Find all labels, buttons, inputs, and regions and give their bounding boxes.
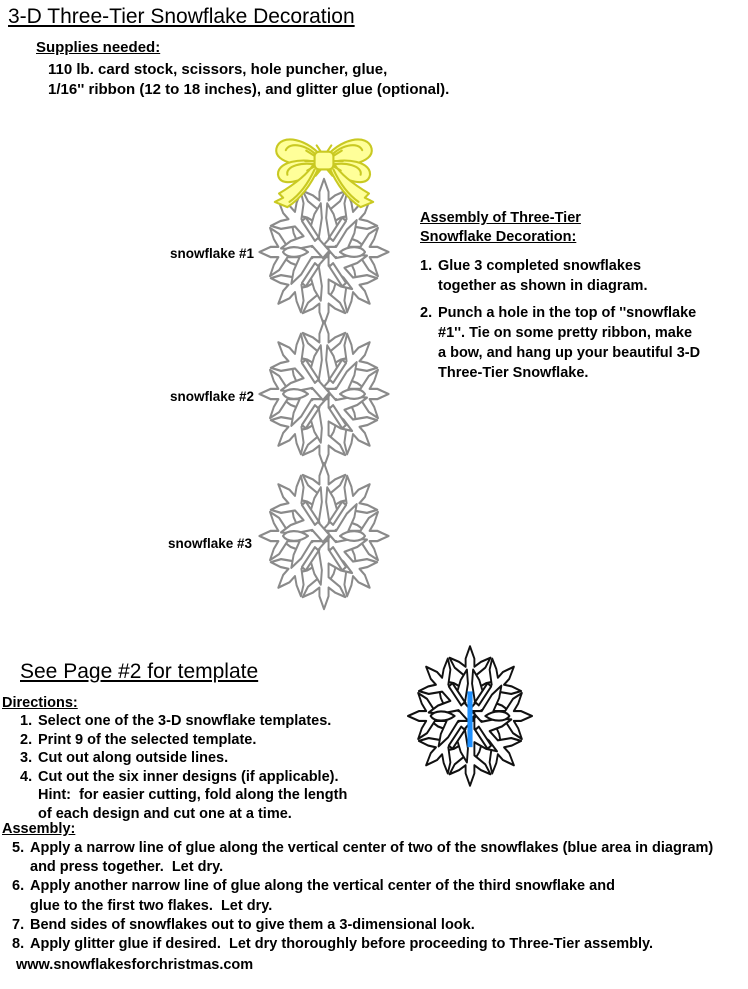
step-number: 5. <box>12 840 25 856</box>
step-text: Apply glitter glue if desired. Let dry thoroughly before proceeding to Three-Tier assembly. <box>30 936 654 953</box>
supplies-line: 1/16'' ribbon (12 to 18 inches), and glitter glue (optional). <box>48 81 450 98</box>
snowflake-2-label: snowflake #2 <box>170 389 255 404</box>
step-text: Apply another narrow line of glue along the vertical center of the third snowflake and glue to the first two flakes. Let dry. <box>30 878 615 914</box>
supplies-heading: Supplies needed: <box>36 39 161 56</box>
directions-step-3 <box>20 749 347 768</box>
step-text: Cut out along outside lines. <box>38 750 229 767</box>
assembly-step-5 <box>12 839 713 877</box>
step-number: 6. <box>12 878 25 895</box>
hint-line: Hint: for easier cutting, fold along the length <box>38 787 348 804</box>
step-text: Bend sides of snowflakes out to give them a 3-dimensional look. <box>30 916 475 933</box>
directions-step-1 <box>20 712 347 731</box>
snowflake-1-label: snowflake #1 <box>170 246 255 261</box>
step-text: Glue 3 completed snowflakes together as shown in diagram. <box>438 258 648 294</box>
page-title: 3-D Three-Tier Snowflake Decoration <box>8 5 355 28</box>
assembly-step-7 <box>12 916 713 935</box>
step-text: Apply a narrow line of glue along the vertical center of two of the snowflakes (blue area in diagram) and press together. Let dry. <box>30 840 714 876</box>
step-text: Cut out the six inner designs (if applicable). Hint: for easier cutting, fold along the length of each design and cut one at a time. <box>38 768 348 822</box>
snowflake-illustration-3 <box>248 450 400 622</box>
website-url: www.snowflakesforchristmas.com <box>16 957 254 973</box>
step-text: Print 9 of the selected template. <box>38 731 257 748</box>
step-number: 4. <box>20 768 33 785</box>
assembly-diagram-heading-line1: Assembly of Three-Tier <box>420 210 581 226</box>
template-note-heading: See Page #2 for template <box>20 660 259 683</box>
supplies-line: 110 lb. card stock, scissors, hole puncher, glue, <box>48 61 388 78</box>
step-number: 2. <box>420 305 433 321</box>
assembly-diagram-section <box>420 209 748 383</box>
glue-line-indicator <box>467 691 472 747</box>
hint-line: of each design and cut one at a time. <box>38 805 292 822</box>
snowflake-3-label: snowflake #3 <box>168 536 253 551</box>
step-number: 1. <box>20 713 33 729</box>
step-text: Punch a hole in the top of ''snowflake #1''. Tie on some pretty ribbon, make a bow, and hang up your beautiful 3-D Three-Tier Snowflake. <box>438 305 701 381</box>
directions-heading: Directions: <box>2 695 78 711</box>
step-number: 1. <box>420 258 433 274</box>
assembly-list <box>12 839 713 954</box>
directions-step-4 <box>20 768 347 824</box>
step-number: 8. <box>12 936 25 953</box>
assembly-heading: Assembly: <box>2 821 76 837</box>
ribbon-bow-illustration <box>256 120 392 220</box>
assembly-diagram-step-1 <box>420 256 748 296</box>
template-snowflake-illustration <box>397 634 543 798</box>
step-number: 3. <box>20 750 33 767</box>
step-text: Select one of the 3-D snowflake templates. <box>38 713 332 729</box>
assembly-step-6 <box>12 877 713 915</box>
step-number: 7. <box>12 916 25 933</box>
directions-list <box>20 712 347 824</box>
directions-step-2 <box>20 731 347 750</box>
step-number: 2. <box>20 731 33 748</box>
assembly-diagram-heading-line2: Snowflake Decoration: <box>420 229 577 245</box>
assembly-diagram-step-2 <box>420 303 748 383</box>
assembly-step-8 <box>12 935 713 954</box>
